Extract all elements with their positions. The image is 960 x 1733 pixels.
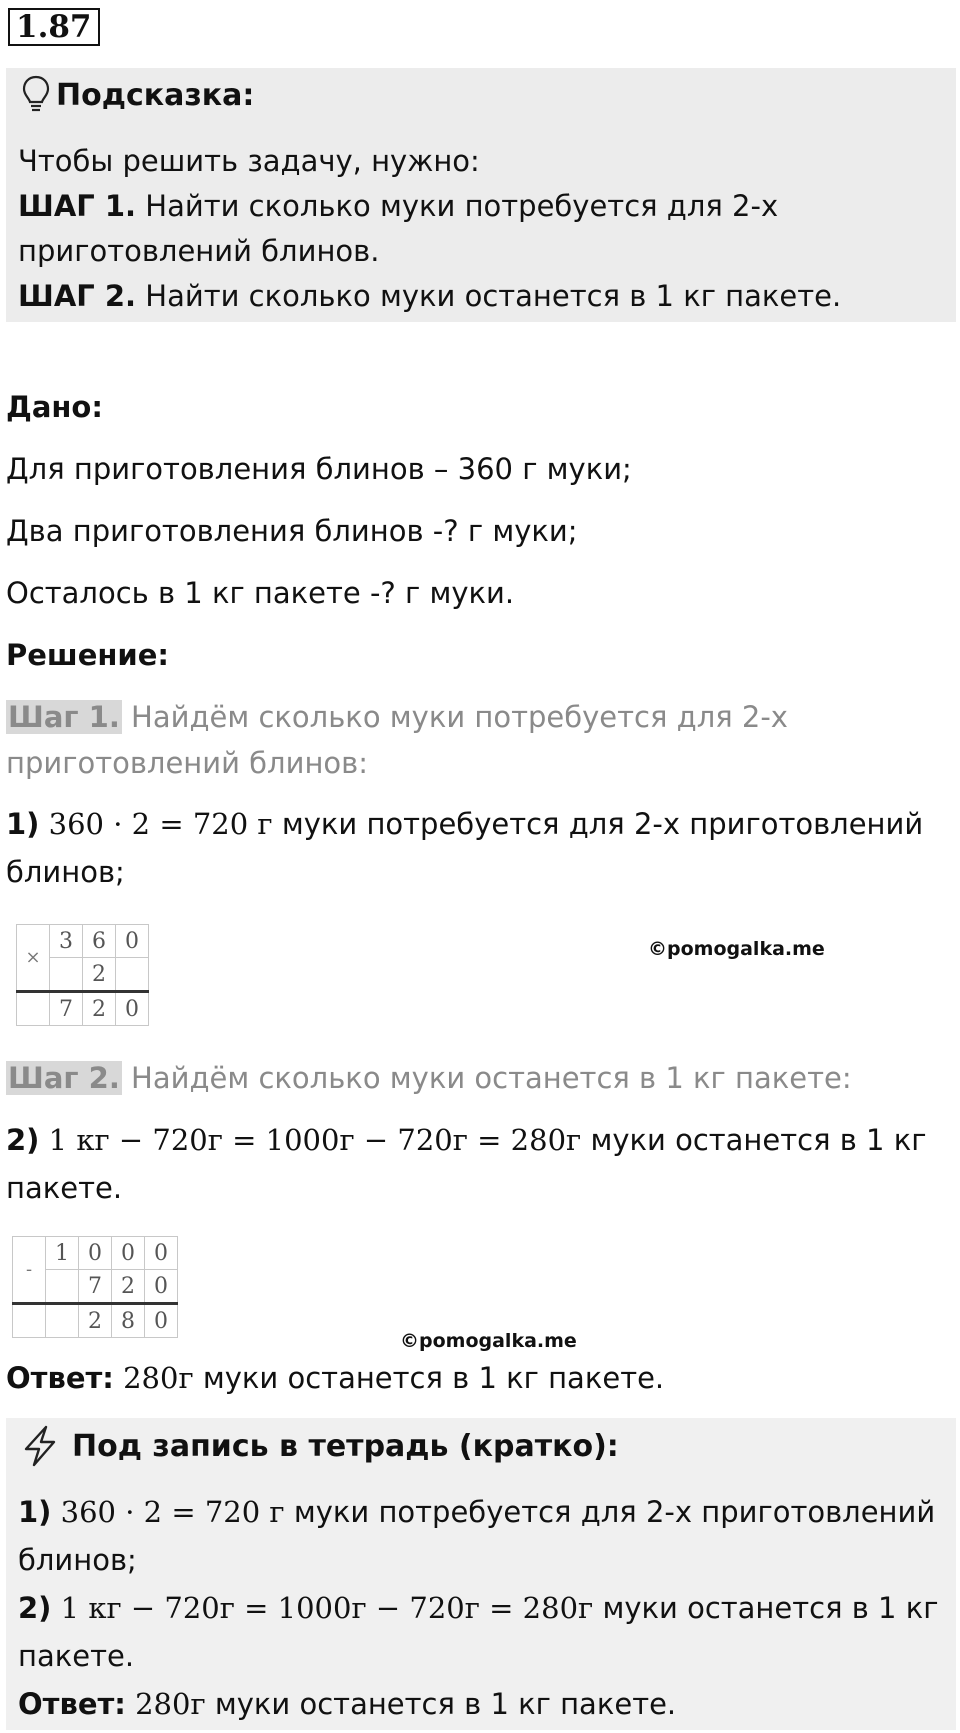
hint-step1	[18, 184, 778, 229]
watermark: ©pomogalka.me	[400, 1330, 577, 1352]
hint-step2-text: Найти сколько муки останется в 1 кг пакете.	[136, 279, 842, 313]
notebook-line1-formula: 360 · 2 = 720 г	[51, 1495, 285, 1529]
solution-line-2	[6, 1118, 926, 1163]
calc-cell: 0	[145, 1304, 178, 1338]
given-title	[6, 385, 103, 430]
calc-cell: 7	[79, 1270, 112, 1304]
given-line-1: Для приготовления блинов – 360 г муки;	[6, 452, 632, 486]
notebook-line-2	[18, 1586, 938, 1631]
multiplication-table	[16, 924, 149, 1026]
calc-cell: 6	[83, 925, 116, 958]
calc-cell: 1	[46, 1237, 79, 1270]
step1-heading-continued: приготовлений блинов:	[6, 746, 369, 780]
hint-intro: Чтобы решить задачу, нужно:	[18, 144, 480, 178]
given-title-text: Дано:	[6, 390, 103, 424]
calc-cell: 8	[112, 1304, 145, 1338]
step1-heading	[6, 695, 788, 740]
calc-sign: -	[13, 1237, 46, 1304]
subtraction-table	[12, 1236, 178, 1338]
step1-tag: Шаг 1.	[8, 700, 120, 734]
notebook-answer	[18, 1682, 676, 1727]
solution-line-2-continued: пакете.	[6, 1171, 123, 1205]
notebook-answer-text: муки останется в 1 кг пакете.	[205, 1687, 677, 1721]
solution-title	[6, 633, 169, 678]
notebook-line2-number: 2)	[18, 1591, 52, 1625]
hint-title: Подсказка:	[56, 78, 255, 113]
answer-text: муки останется в 1 кг пакете.	[193, 1361, 665, 1395]
watermark: ©pomogalka.me	[648, 938, 825, 960]
notebook-line-1-continued: блинов;	[18, 1543, 137, 1577]
calc-cell: 7	[50, 992, 83, 1026]
hint-step1-label: ШАГ 1.	[18, 189, 137, 223]
calc-cell	[46, 1270, 79, 1304]
answer-label: Ответ:	[6, 1361, 114, 1395]
solution-title-text: Решение:	[6, 638, 170, 672]
notebook-answer-label: Ответ:	[18, 1687, 126, 1721]
line2-text: муки останется в 1 кг	[581, 1123, 927, 1157]
calc-cell: 0	[145, 1270, 178, 1304]
calc-cell	[46, 1304, 79, 1338]
calc-row	[17, 992, 149, 1026]
given-line-2: Два приготовления блинов -? г муки;	[6, 514, 578, 548]
task-number: 1.87	[8, 8, 100, 46]
notebook-line-1	[18, 1490, 935, 1535]
calc-cell: 2	[83, 958, 116, 992]
calc-cell: 2	[83, 992, 116, 1026]
hint-step1-continued: приготовлений блинов.	[18, 234, 380, 268]
solution-line-1-continued: блинов;	[6, 855, 125, 889]
calc-cell: 0	[145, 1237, 178, 1270]
hint-step1-text: Найти сколько муки потребуется для 2-х	[136, 189, 779, 223]
notebook-line2-formula: 1 кг − 720г = 1000г − 720г = 280г	[51, 1591, 594, 1625]
calc-cell: 0	[79, 1237, 112, 1270]
notebook-line1-number: 1)	[18, 1495, 52, 1529]
calc-cell: 2	[112, 1270, 145, 1304]
step1-text: Найдём сколько муки потребуется для 2-х	[121, 700, 788, 734]
line2-formula: 1 кг − 720г = 1000г − 720г = 280г	[39, 1123, 582, 1157]
calc-cell	[50, 958, 83, 992]
calc-cell	[13, 1304, 46, 1338]
calc-cell: 0	[116, 925, 149, 958]
calc-cell: 0	[112, 1237, 145, 1270]
answer-line	[6, 1356, 664, 1401]
line2-number: 2)	[6, 1123, 40, 1157]
calc-cell	[17, 992, 50, 1026]
given-line-3: Осталось в 1 кг пакете -? г муки.	[6, 576, 515, 610]
answer-value: 280г	[113, 1361, 194, 1395]
line1-number: 1)	[6, 807, 40, 841]
notebook-line1-text: муки потребуется для 2-х приготовлений	[284, 1495, 936, 1529]
hint-step2	[18, 274, 841, 319]
calc-cell: 2	[79, 1304, 112, 1338]
hint-step2-label: ШАГ 2.	[18, 279, 137, 313]
solution-line-1	[6, 802, 923, 847]
calc-cell: 0	[116, 992, 149, 1026]
notebook-title: Под запись в тетрадь (кратко):	[72, 1429, 619, 1464]
calc-sign: ×	[17, 925, 50, 992]
step2-heading	[6, 1056, 852, 1101]
lightning-icon	[20, 1424, 60, 1468]
notebook-line-2-continued: пакете.	[18, 1639, 135, 1673]
lightbulb-icon	[20, 74, 52, 114]
calc-cell	[116, 958, 149, 992]
step2-tag: Шаг 2.	[8, 1061, 120, 1095]
notebook-answer-value: 280г	[125, 1687, 206, 1721]
calc-cell: 3	[50, 925, 83, 958]
line1-text: муки потребуется для 2-х приготовлений	[272, 807, 924, 841]
notebook-line2-text: муки останется в 1 кг	[593, 1591, 939, 1625]
calc-row	[13, 1237, 178, 1270]
calc-row	[17, 925, 149, 958]
line1-formula: 360 · 2 = 720 г	[39, 807, 273, 841]
step2-text: Найдём сколько муки останется в 1 кг пакете:	[121, 1061, 852, 1095]
calc-row	[13, 1304, 178, 1338]
